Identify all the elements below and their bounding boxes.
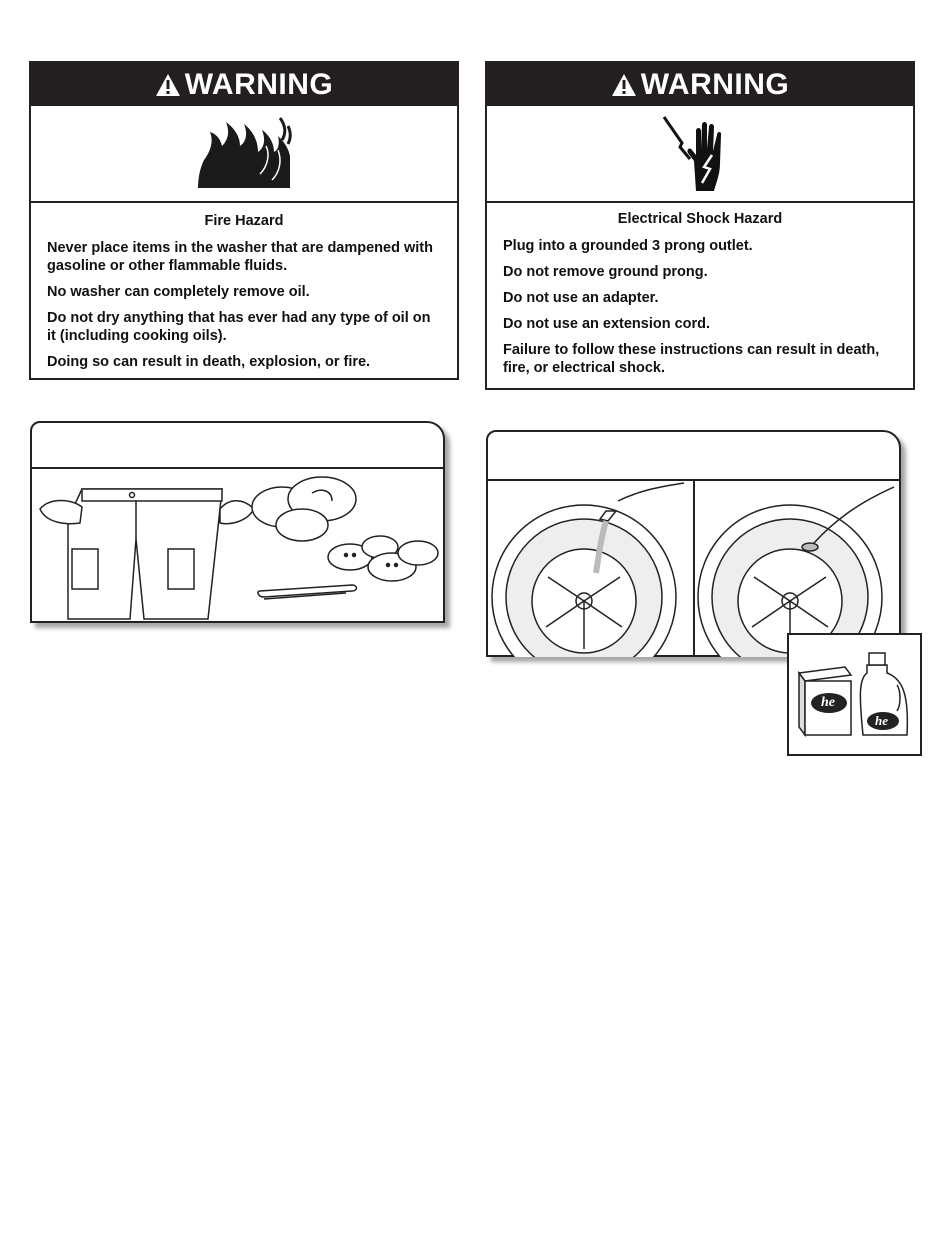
washer-basket-left — [492, 483, 684, 657]
warning-header-text: WARNING — [184, 67, 334, 101]
warning-line: Do not remove ground prong. — [503, 264, 708, 280]
warning-line: Never place items in the washer that are dampened with gasoline or other flammable fluids. — [47, 240, 433, 274]
washer-detergent-panel — [486, 430, 901, 657]
warning-line: Failure to follow these instructions can result in death, fire, or electrical shock. — [503, 342, 880, 376]
warning-header — [31, 63, 457, 106]
he-detergent-inset — [787, 633, 922, 756]
warning-header — [487, 63, 913, 106]
coins-icon — [252, 477, 356, 541]
buttons-icon — [328, 536, 438, 581]
electric-shock-icon — [660, 113, 740, 195]
he-logo-box-text: he — [821, 695, 835, 710]
warning-line: Plug into a grounded 3 prong outlet. — [503, 238, 753, 254]
fire-icon-area — [31, 106, 457, 203]
shock-warning-box — [485, 61, 915, 390]
warning-body — [487, 203, 913, 391]
warning-triangle-icon — [611, 73, 637, 97]
washer-basket-illustration — [488, 481, 899, 657]
safety-pins-icon — [258, 585, 357, 599]
warning-line: Do not use an extension cord. — [503, 316, 711, 332]
empty-pockets-panel — [30, 421, 445, 623]
pants-icon — [40, 489, 254, 619]
he-detergent-icon — [789, 635, 920, 754]
warning-header-text: WARNING — [640, 67, 790, 101]
panel-header-strip — [32, 423, 443, 469]
pants-pockets-illustration — [32, 469, 443, 621]
warning-line: Doing so can result in death, explosion, or fire. — [47, 354, 371, 370]
warning-subtitle: Electrical Shock Hazard — [617, 211, 783, 227]
he-logo-bottle-text: he — [875, 713, 888, 728]
warning-line: Do not dry anything that has ever had any type of oil on it (including cooking oils). — [47, 310, 431, 344]
fire-warning-box — [29, 61, 459, 380]
warning-triangle-icon — [155, 73, 181, 97]
warning-body — [31, 203, 457, 385]
fire-icon — [196, 116, 292, 192]
warning-line: Do not use an adapter. — [503, 290, 659, 306]
washer-basket-right — [698, 487, 894, 657]
shock-icon-area — [487, 106, 913, 203]
panel-header-strip — [488, 432, 899, 481]
warning-subtitle: Fire Hazard — [204, 213, 284, 229]
warning-line: No washer can completely remove oil. — [47, 284, 310, 300]
